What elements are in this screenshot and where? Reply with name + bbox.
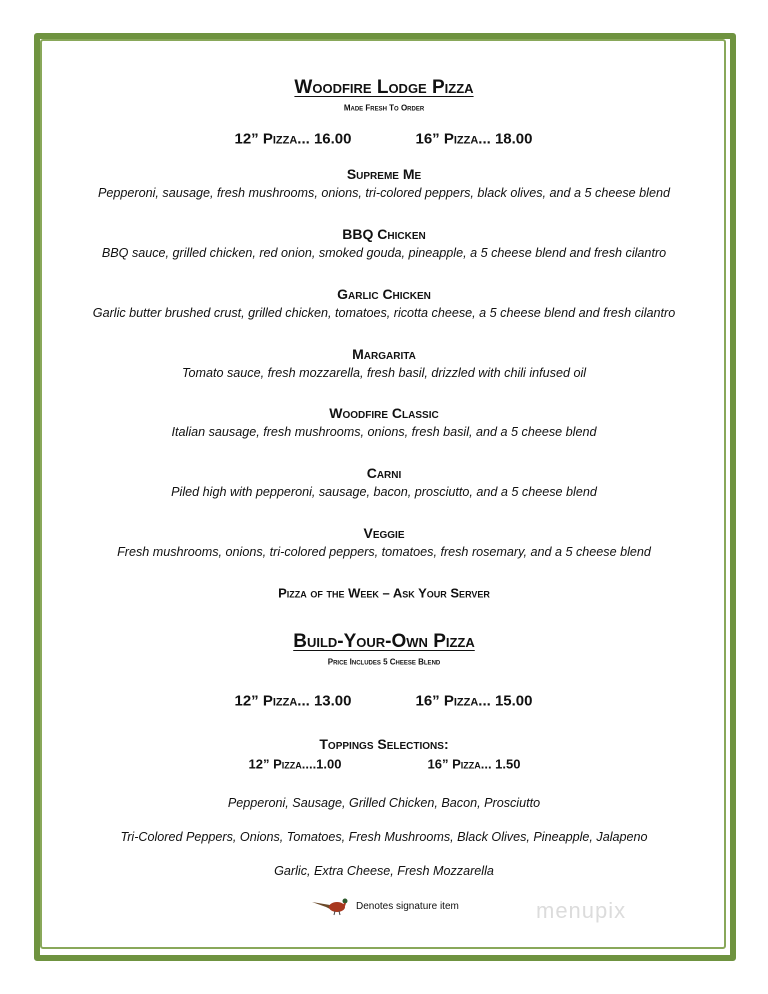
item-desc: Fresh mushrooms, onions, tri-colored peppers, tomatoes, fresh rosemary, and a 5 cheese blend: [117, 545, 651, 559]
byo-price-16: 16” Pizza... 15.00: [415, 692, 533, 710]
byo-subtitle: Price Includes 5 Cheese Blend: [327, 657, 441, 667]
price-16: 16” Pizza... 18.00: [415, 130, 533, 148]
byo-title: Build-Your-Own Pizza: [293, 631, 475, 652]
item-desc: Italian sausage, fresh mushrooms, onions, fresh basil, and a 5 cheese blend: [171, 425, 597, 439]
item-name: Supreme Me: [346, 166, 422, 182]
price-12: 12” Pizza... 16.00: [234, 130, 352, 148]
item-desc: Pepperoni, sausage, fresh mushrooms, onions, tri-colored peppers, black olives, and a 5 cheese blend: [98, 186, 670, 200]
item-name: Veggie: [363, 525, 405, 541]
toppings-price-12: 12” Pizza....1.00: [248, 756, 342, 772]
toppings-price-16: 16” Pizza... 1.50: [427, 756, 521, 772]
item-name: BBQ Chicken: [342, 226, 426, 242]
menu-title: Woodfire Lodge Pizza: [294, 77, 474, 98]
item-name: Margarita: [352, 346, 416, 362]
menu-subtitle: Made Fresh To Order: [343, 103, 425, 113]
pheasant-icon: [312, 896, 350, 916]
watermark: menupix: [536, 898, 627, 923]
item-desc: Tomato sauce, fresh mozzarella, fresh basil, drizzled with chili infused oil: [181, 366, 587, 380]
item-name: Garlic Chicken: [337, 286, 431, 302]
item-desc: BBQ sauce, grilled chicken, red onion, smoked gouda, pineapple, a 5 cheese blend and fresh cilantro: [101, 246, 667, 260]
toppings-list: Tri-Colored Peppers, Onions, Tomatoes, Fresh Mushrooms, Black Olives, Pineapple, Jalapeno: [120, 830, 648, 844]
toppings-title: Toppings Selections:: [319, 736, 449, 752]
item-name: Carni: [366, 465, 402, 481]
toppings-list: Pepperoni, Sausage, Grilled Chicken, Bacon, Prosciutto: [227, 796, 541, 810]
byo-price-12: 12” Pizza... 13.00: [234, 692, 352, 710]
signature-legend: [312, 896, 459, 916]
signature-note: Denotes signature item: [356, 900, 459, 912]
toppings-list: Garlic, Extra Cheese, Fresh Mozzarella: [274, 864, 494, 878]
item-desc: Piled high with pepperoni, sausage, bacon, prosciutto, and a 5 cheese blend: [171, 485, 597, 499]
pizza-of-week: Pizza of the Week – Ask Your Server: [278, 585, 490, 601]
item-name: Woodfire Classic: [329, 405, 439, 421]
item-desc: Garlic butter brushed crust, grilled chicken, tomatoes, ricotta cheese, a 5 cheese blend and fresh cilantro: [92, 306, 676, 320]
